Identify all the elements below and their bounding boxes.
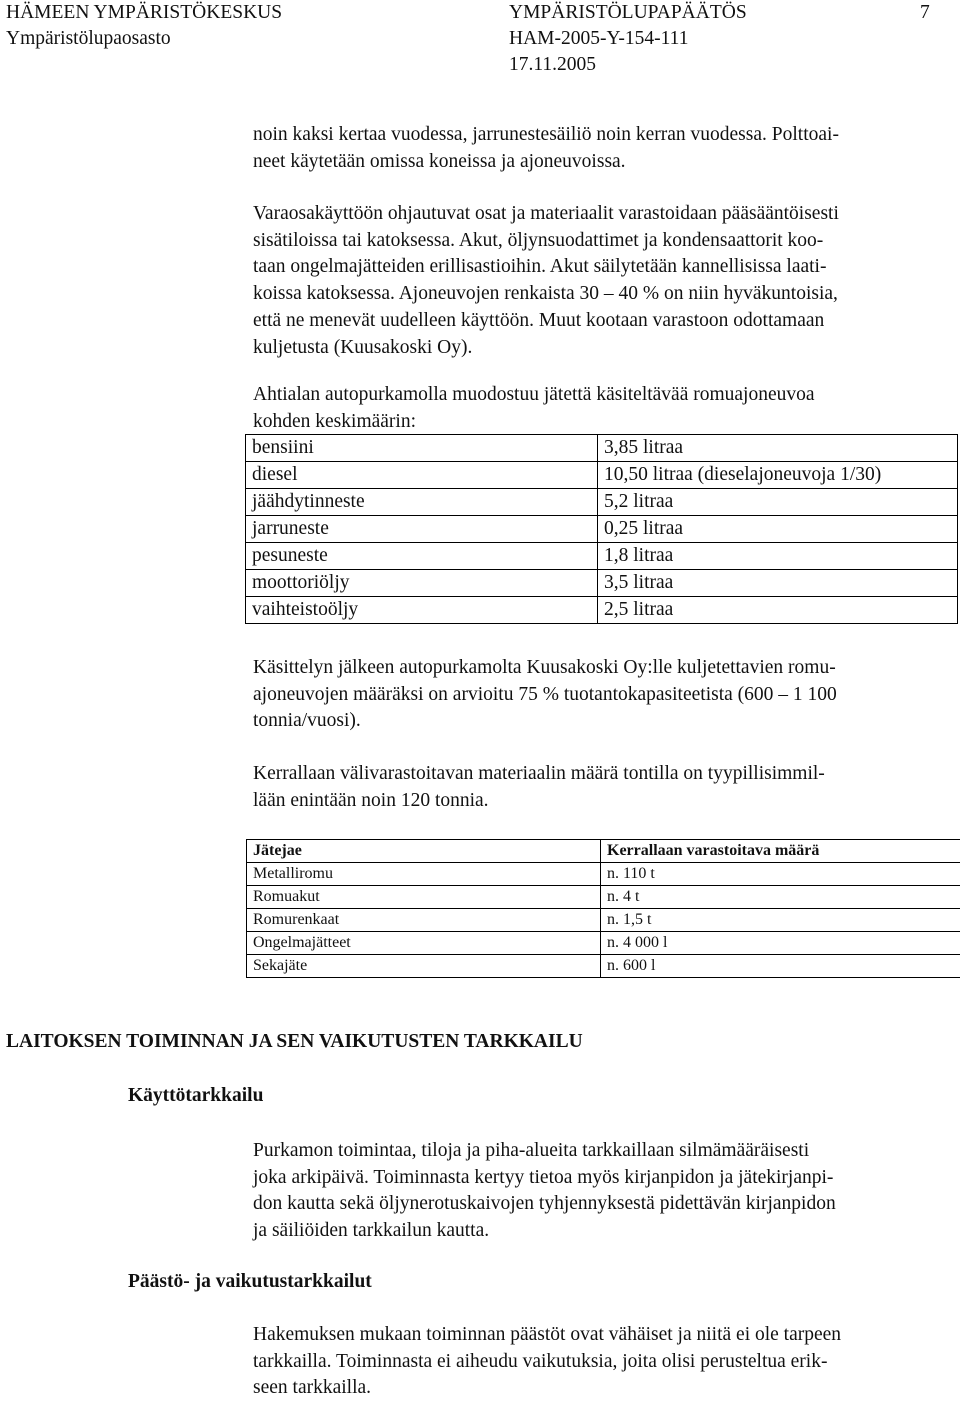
waste-amount: n. 4 000 l <box>601 932 960 955</box>
fluid-amount: 2,5 litraa <box>598 597 958 624</box>
fluid-name: vaihteistoöljy <box>246 597 598 624</box>
table-row <box>246 462 958 489</box>
waste-amount: n. 4 t <box>601 886 960 909</box>
table-row <box>246 597 958 624</box>
paragraph-fuels: noin kaksi kertaa vuodessa, jarrunestesäiliö noin kerran vuodessa. Polttoai- neet käytetään omissa koneissa ja ajoneuvoissa. <box>253 122 839 175</box>
table-row <box>247 886 960 909</box>
table-row <box>247 863 960 886</box>
waste-type: Sekajäte <box>247 955 601 978</box>
waste-amount: n. 1,5 t <box>601 909 960 932</box>
fluids-table <box>245 434 958 624</box>
waste-amount: n. 110 t <box>601 863 960 886</box>
fluid-name: jäähdytinneste <box>246 489 598 516</box>
subsection-title-operational-monitoring: Käyttötarkkailu <box>128 1085 263 1107</box>
paragraph-spare-parts: Varaosakäyttöön ohjautuvat osat ja materiaalit varastoidaan pääsääntöisesti sisätiloissa tai katoksessa. Akut, öljynsuodattimet ja kondensaattorit koo- taan ongelmajätteiden erillisastioihin. Akut säilytetään kannellisissa laati- koissa katoksessa. Ajoneuvojen renkaista 30 – 40 % on niin hyväkuntoisia, että ne menevät uudelleen käyttöön. Muut kootaan varastoon odottamaan kuljetusta (Kuusakoski Oy). <box>253 201 839 361</box>
paragraph-interim-storage: Kerrallaan välivarastoitavan materiaalin määrä tontilla on tyypillisimmil- lään enintään noin 120 tonnia. <box>253 761 825 814</box>
fluid-name: jarruneste <box>246 516 598 543</box>
column-header-amount: Kerrallaan varastoitava määrä <box>601 840 960 863</box>
fluid-name: pesuneste <box>246 543 598 570</box>
table-row <box>247 932 960 955</box>
fluid-name: bensiini <box>246 435 598 462</box>
table-row <box>246 489 958 516</box>
subsection-title-emission-monitoring: Päästö- ja vaikutustarkkailut <box>128 1271 372 1293</box>
organization-name: HÄMEEN YMPÄRISTÖKESKUS <box>6 0 282 25</box>
table-row <box>247 955 960 978</box>
paragraph-emission-monitoring: Hakemuksen mukaan toiminnan päästöt ovat vähäiset ja niitä ei ole tarpeen tarkkailla. Toiminnasta ei aiheudu vaikutuksia, joita olisi perusteltua erik- seen tarkkailla. <box>253 1322 841 1402</box>
fluid-amount: 5,2 litraa <box>598 489 958 516</box>
fluid-name: moottoriöljy <box>246 570 598 597</box>
table-row <box>246 516 958 543</box>
fluid-amount: 0,25 litraa <box>598 516 958 543</box>
document-date: 17.11.2005 <box>509 52 596 77</box>
fluid-amount: 3,5 litraa <box>598 570 958 597</box>
document-type: YMPÄRISTÖLUPAPÄÄTÖS <box>509 0 747 25</box>
table-row <box>247 909 960 932</box>
fluid-amount: 3,85 litraa <box>598 435 958 462</box>
page-number: 7 <box>920 0 930 25</box>
column-header-waste-type: Jätejae <box>247 840 601 863</box>
paragraph-post-processing: Käsittelyn jälkeen autopurkamolta Kuusakoski Oy:lle kuljetettavien romu- ajoneuvojen määräksi on arvioitu 75 % tuotantokapasiteetista (600 – 1 100 tonnia/vuosi). <box>253 655 837 735</box>
waste-type: Romuakut <box>247 886 601 909</box>
fluid-amount: 1,8 litraa <box>598 543 958 570</box>
section-title: LAITOKSEN TOIMINNAN JA SEN VAIKUTUSTEN TARKKAILU <box>6 1031 583 1053</box>
table-row <box>246 435 958 462</box>
table-row <box>246 570 958 597</box>
paragraph-waste-per-vehicle: Ahtialan autopurkamolla muodostuu jätettä käsiteltävää romuajoneuvoa kohden keskimäärin: <box>253 382 815 435</box>
paragraph-operational-monitoring: Purkamon toimintaa, tiloja ja piha-alueita tarkkaillaan silmämääräisesti joka arkipäivä. Toiminnasta kertyy tietoa myös kirjanpidon ja jätekirjanpi- don kautta sekä öljynerotuskaivojen tyhjennyksestä pidettävän kirjanpidon ja säiliöiden tarkkailun kautta. <box>253 1138 836 1245</box>
waste-type: Romurenkaat <box>247 909 601 932</box>
waste-type: Metalliromu <box>247 863 601 886</box>
document-number: HAM-2005-Y-154-111 <box>509 26 688 51</box>
table-header-row <box>247 840 960 863</box>
department-name: Ympäristölupaosasto <box>6 26 171 51</box>
fluid-name: diesel <box>246 462 598 489</box>
storage-table <box>246 839 960 978</box>
waste-amount: n. 600 l <box>601 955 960 978</box>
fluid-amount: 10,50 litraa (dieselajoneuvoja 1/30) <box>598 462 958 489</box>
table-row <box>246 543 958 570</box>
waste-type: Ongelmajätteet <box>247 932 601 955</box>
